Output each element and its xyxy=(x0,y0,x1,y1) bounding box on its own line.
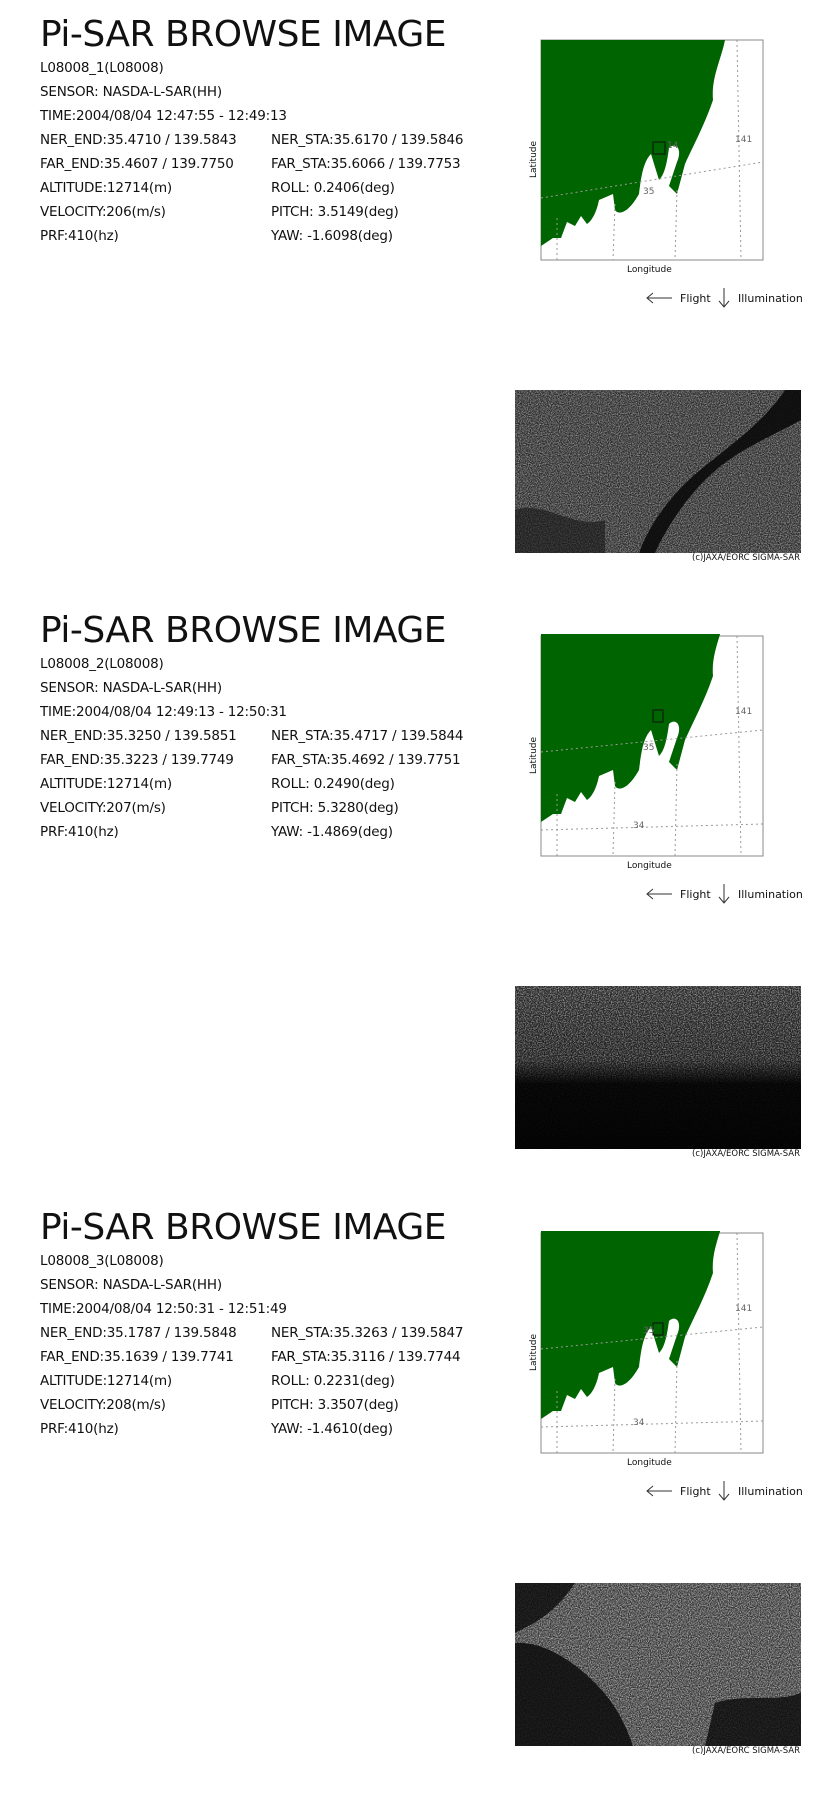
sensor: SENSOR: NASDA-L-SAR(HH) xyxy=(40,680,222,696)
time-range: TIME:2004/08/04 12:50:31 - 12:51:49 xyxy=(40,1301,287,1317)
far-start: FAR_STA:35.4692 / 139.7751 xyxy=(271,752,461,768)
velocity: VELOCITY:206(m/s) xyxy=(40,204,166,220)
flight-arrow-icon xyxy=(644,291,674,305)
pitch: PITCH: 5.3280(deg) xyxy=(271,800,399,816)
illumination-arrow-icon xyxy=(716,287,732,309)
roll: ROLL: 0.2231(deg) xyxy=(271,1373,395,1389)
altitude: ALTITUDE:12714(m) xyxy=(40,1373,172,1389)
location-map xyxy=(527,1231,767,1467)
map-xlabel: Longitude xyxy=(627,1458,672,1467)
sensor: SENSOR: NASDA-L-SAR(HH) xyxy=(40,84,222,100)
prf: PRF:410(hz) xyxy=(40,228,119,244)
flight-arrow-icon xyxy=(644,887,674,901)
scene-id: L08008_1(L08008) xyxy=(40,60,164,76)
flight-label: Flight xyxy=(680,888,711,901)
lat-tick-label: 35 xyxy=(643,1326,655,1336)
lat-tick-label-2: 34 xyxy=(633,821,645,831)
far-end: FAR_END:35.1639 / 139.7741 xyxy=(40,1349,234,1365)
map-ylabel: Latitude xyxy=(529,736,539,774)
sar-browse-image xyxy=(515,986,801,1149)
lat-tick-label-2: 34 xyxy=(633,1418,645,1428)
direction-legend xyxy=(640,287,822,311)
yaw: YAW: -1.4869(deg) xyxy=(271,824,393,840)
time-range: TIME:2004/08/04 12:49:13 - 12:50:31 xyxy=(40,704,287,720)
far-end: FAR_END:35.4607 / 139.7750 xyxy=(40,156,234,172)
roll: ROLL: 0.2490(deg) xyxy=(271,776,395,792)
illumination-arrow-icon xyxy=(716,1480,732,1502)
record-title: Pi-SAR BROWSE IMAGE xyxy=(40,1207,447,1248)
near-end: NER_END:35.4710 / 139.5843 xyxy=(40,132,237,148)
altitude: ALTITUDE:12714(m) xyxy=(40,776,172,792)
flight-label: Flight xyxy=(680,1485,711,1498)
browse-record-3 xyxy=(0,1193,822,1793)
map-xlabel: Longitude xyxy=(627,861,672,870)
record-title: Pi-SAR BROWSE IMAGE xyxy=(40,610,447,651)
browse-record-1 xyxy=(0,0,822,600)
record-title: Pi-SAR BROWSE IMAGE xyxy=(40,14,447,55)
yaw: YAW: -1.4610(deg) xyxy=(271,1421,393,1437)
map-ylabel: Latitude xyxy=(529,1333,539,1371)
illumination-arrow-icon xyxy=(716,883,732,905)
sar-browse-image xyxy=(515,1583,801,1746)
scene-id: L08008_3(L08008) xyxy=(40,1253,164,1269)
browse-record-2 xyxy=(0,596,822,1196)
far-start: FAR_STA:35.6066 / 139.7753 xyxy=(271,156,461,172)
copyright-text: (c)JAXA/EORC SIGMA-SAR xyxy=(692,1149,800,1159)
lon-tick-label: 141 xyxy=(735,1304,753,1314)
lon-tick-label-2: 141 xyxy=(735,135,753,145)
illumination-label: Illumination xyxy=(738,1485,803,1498)
yaw: YAW: -1.6098(deg) xyxy=(271,228,393,244)
location-map xyxy=(527,38,767,274)
time-range: TIME:2004/08/04 12:47:55 - 12:49:13 xyxy=(40,108,287,124)
map-xlabel: Longitude xyxy=(627,265,672,274)
illumination-label: Illumination xyxy=(738,292,803,305)
lon-tick-label: 141 xyxy=(735,707,753,717)
far-end: FAR_END:35.3223 / 139.7749 xyxy=(40,752,234,768)
copyright-text: (c)JAXA/EORC SIGMA-SAR xyxy=(692,553,800,563)
velocity: VELOCITY:208(m/s) xyxy=(40,1397,166,1413)
map-ylabel: Latitude xyxy=(529,140,539,178)
near-end: NER_END:35.1787 / 139.5848 xyxy=(40,1325,237,1341)
near-start: NER_STA:35.4717 / 139.5844 xyxy=(271,728,464,744)
sensor: SENSOR: NASDA-L-SAR(HH) xyxy=(40,1277,222,1293)
lon-tick-label: 14 xyxy=(667,141,679,151)
illumination-label: Illumination xyxy=(738,888,803,901)
far-start: FAR_STA:35.3116 / 139.7744 xyxy=(271,1349,461,1365)
altitude: ALTITUDE:12714(m) xyxy=(40,180,172,196)
velocity: VELOCITY:207(m/s) xyxy=(40,800,166,816)
scene-id: L08008_2(L08008) xyxy=(40,656,164,672)
copyright-text: (c)JAXA/EORC SIGMA-SAR xyxy=(692,1746,800,1756)
lat-tick-label: 35 xyxy=(643,743,655,753)
direction-legend xyxy=(640,1480,822,1504)
flight-arrow-icon xyxy=(644,1484,674,1498)
prf: PRF:410(hz) xyxy=(40,824,119,840)
near-end: NER_END:35.3250 / 139.5851 xyxy=(40,728,237,744)
near-start: NER_STA:35.3263 / 139.5847 xyxy=(271,1325,464,1341)
near-start: NER_STA:35.6170 / 139.5846 xyxy=(271,132,464,148)
sar-browse-image xyxy=(515,390,801,553)
location-map xyxy=(527,634,767,870)
direction-legend xyxy=(640,883,822,907)
roll: ROLL: 0.2406(deg) xyxy=(271,180,395,196)
pitch: PITCH: 3.5149(deg) xyxy=(271,204,399,220)
flight-label: Flight xyxy=(680,292,711,305)
prf: PRF:410(hz) xyxy=(40,1421,119,1437)
lat-tick-label: 35 xyxy=(643,187,655,197)
pitch: PITCH: 3.3507(deg) xyxy=(271,1397,399,1413)
